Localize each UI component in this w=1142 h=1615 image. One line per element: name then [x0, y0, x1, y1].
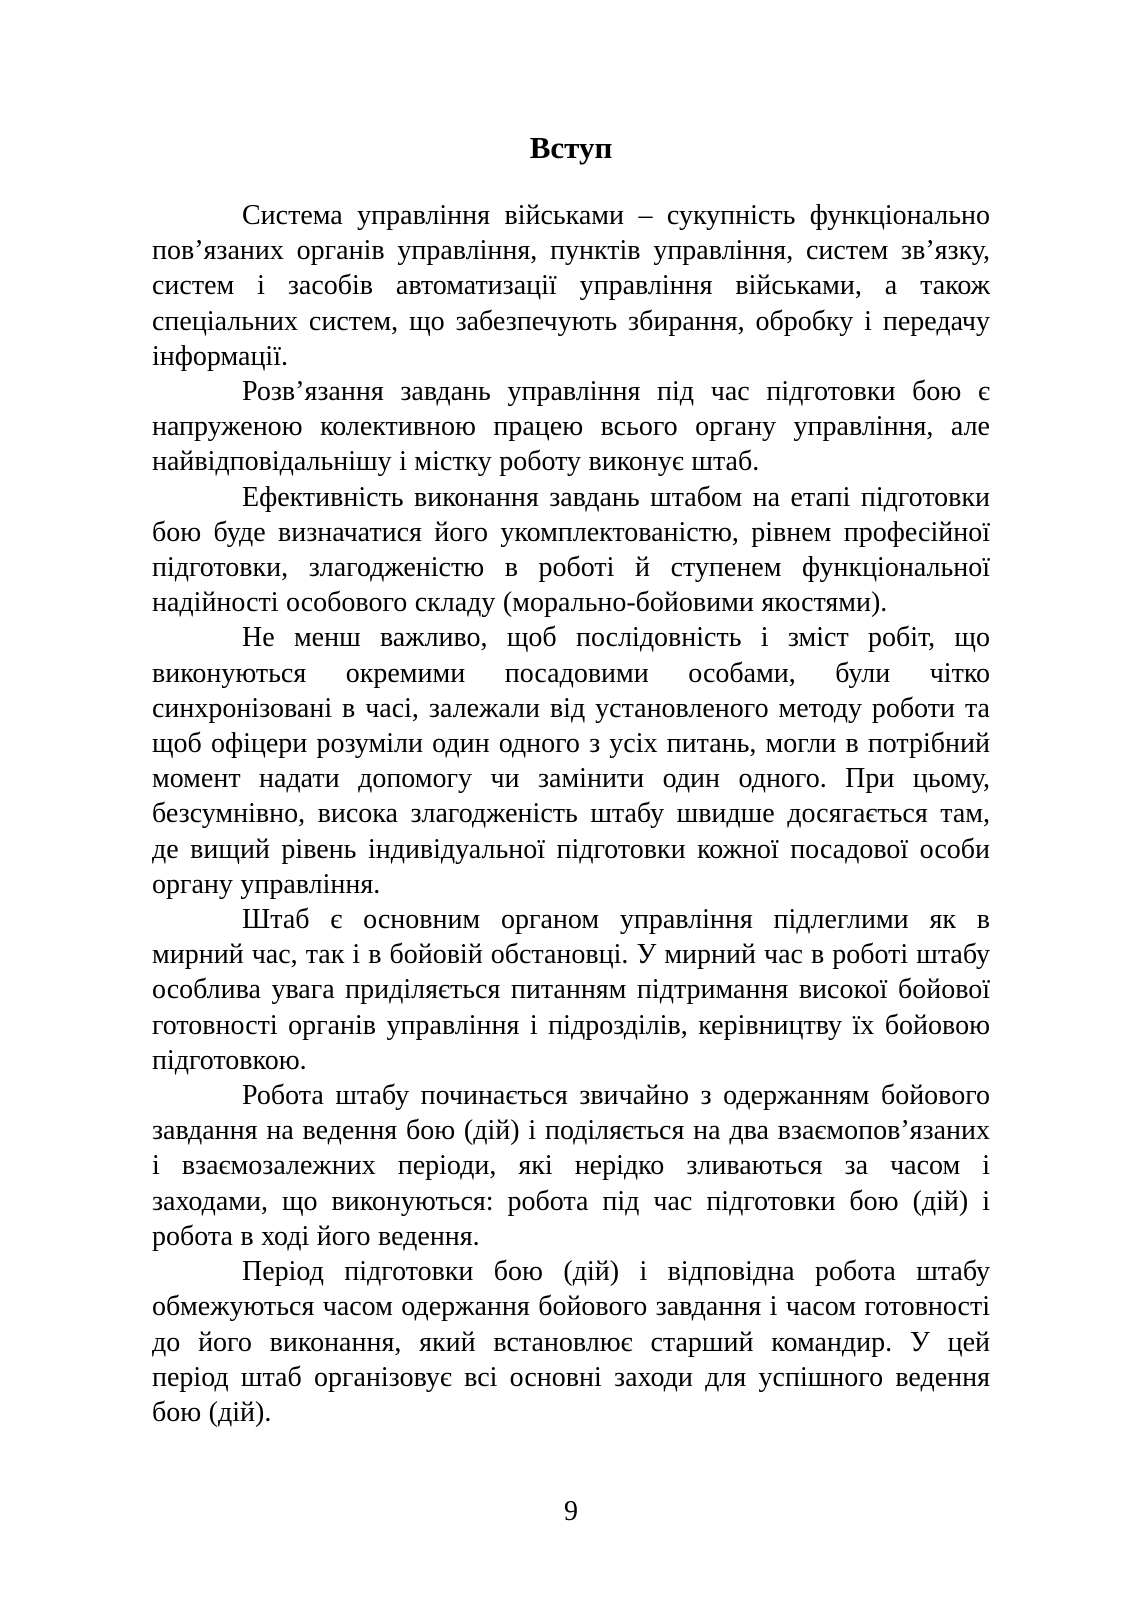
paragraph: Штаб є основним органом управління підлеглими як в мирний час, так і в бойовій обстановці. У мирний час в роботі штабу особлива увага приділяється питанням підтримання високої бойової готовності органів управління і підрозділів, керівництву їх бойовою підготовкою.	[152, 904, 990, 1076]
page-title: Вступ	[529, 130, 613, 165]
paragraph: Розв’язання завдань управління під час підготовки бою є напруженою колективною працею всього органу управління, але найвідповідальнішу і містку роботу виконує штаб.	[152, 376, 990, 478]
paragraph: Робота штабу починається звичайно з одержанням бойового завдання на ведення бою (дій) і поділяється на два взаємопов’язаних і взаємозалежних періоди, які нерідко зливаються за часом і заходами, що виконуються: робота під час підготовки бою (дій) і робота в ході його ведення.	[152, 1080, 990, 1252]
text-block	[152, 130, 990, 1430]
body-text	[152, 198, 990, 1430]
paragraph: Система управління військами – сукупність функціонально пов’язаних органів управління, пунктів управління, систем зв’язку, систем і засобів автоматизації управління військами, а також спеціальних систем, що забезпечують збирання, обробку і передачу інформації.	[152, 200, 990, 372]
paragraph: Не менш важливо, щоб послідовність і зміст робіт, що виконуються окремими посадовими особами, були чітко синхронізовані в часі, залежали від установленого методу роботи та щоб офіцери розуміли один одного з усіх питань, могли в потрібний момент надати допомогу чи замінити один одного. При цьому, безсумнівно, висока злагодженість штабу швидше досягається там, де вищий рівень індивідуальної підготовки кожної посадової особи органу управління.	[152, 622, 990, 900]
page-number: 9	[564, 1496, 578, 1527]
paragraph: Ефективність виконання завдань штабом на етапі підготовки бою буде визначатися його укомплектованістю, рівнем професійної підготовки, злагодженістю в роботі й ступенем функціональної надійності особового складу (морально-бойовими якостями).	[152, 481, 990, 619]
paragraph: Період підготовки бою (дій) і відповідна робота штабу обмежуються часом одержання бойового завдання і часом готовності до його виконання, який встановлює старший командир. У цей період штаб організовує всі основні заходи для успішного ведення бою (дій).	[152, 1256, 990, 1428]
